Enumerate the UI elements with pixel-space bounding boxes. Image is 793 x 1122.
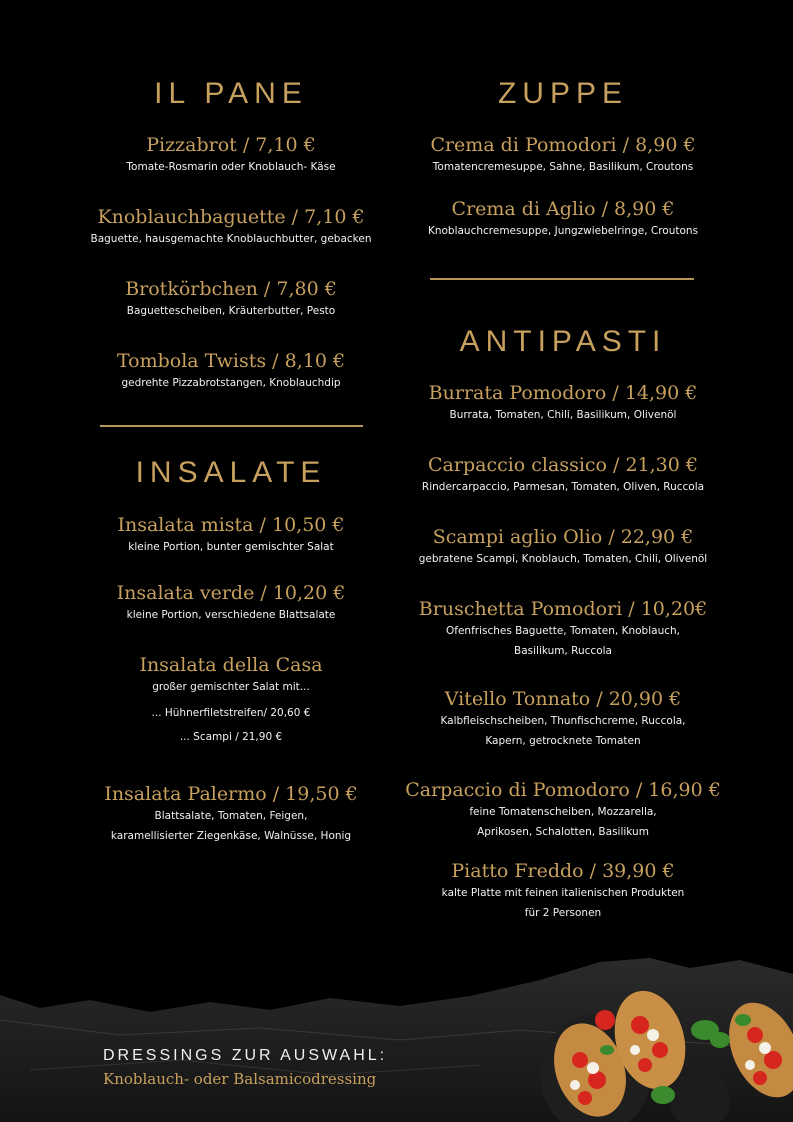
menu-item <box>64 782 398 846</box>
item-description: Baguette, hausgemachte Knoblauchbutter, gebacken <box>90 233 372 245</box>
menu-item <box>398 687 728 751</box>
item-name: Brotkörbchen / 7,80 € <box>125 278 337 300</box>
item-description: großer gemischter Salat mit... <box>152 681 310 693</box>
item-name: Insalata della Casa <box>139 654 323 676</box>
item-description: Burrata, Tomaten, Chili, Basilikum, Olivenöl <box>449 409 677 421</box>
dressings-heading: DRESSINGS ZUR AUSWAHL: <box>103 1047 388 1064</box>
section-title-il-pane: IL PANE <box>154 77 308 110</box>
item-description-line2: karamellisierter Ziegenkäse, Walnüsse, Honig <box>110 830 352 842</box>
section-title-zuppe: ZUPPE <box>497 77 629 110</box>
item-name: Insalata Palermo / 19,50 € <box>104 783 358 805</box>
item-name: Bruschetta Pomodori / 10,20€ <box>418 598 708 620</box>
item-description: kleine Portion, verschiedene Blattsalate <box>126 609 336 621</box>
item-name: Vitello Tonnato / 20,90 € <box>444 688 682 710</box>
menu-item <box>64 653 398 747</box>
menu-item <box>398 778 728 842</box>
menu-item <box>64 513 398 557</box>
item-name: Piatto Freddo / 39,90 € <box>451 860 675 882</box>
section-divider <box>430 278 694 280</box>
item-option: ... Scampi / 21,90 € <box>179 731 283 743</box>
section-divider <box>100 425 363 427</box>
item-description-line2: Aprikosen, Schalotten, Basilikum <box>477 826 649 838</box>
item-option: ... Hühnerfiletstreifen/ 20,60 € <box>151 707 311 719</box>
item-description: kleine Portion, bunter gemischter Salat <box>128 541 334 553</box>
menu-item <box>64 133 398 177</box>
item-name: Tombola Twists / 8,10 € <box>116 350 346 372</box>
item-name: Pizzabrot / 7,10 € <box>146 134 316 156</box>
menu-item <box>64 205 398 249</box>
item-name: Insalata mista / 10,50 € <box>117 514 345 536</box>
item-name: Crema di Pomodori / 8,90 € <box>430 134 696 156</box>
menu-item <box>398 381 728 425</box>
item-description: feine Tomatenscheiben, Mozzarella, <box>469 806 657 818</box>
item-name: Carpaccio classico / 21,30 € <box>428 454 698 476</box>
item-description: Blattsalate, Tomaten, Feigen, <box>154 810 308 822</box>
item-name: Burrata Pomodoro / 14,90 € <box>428 382 698 404</box>
menu-item <box>398 597 728 661</box>
menu-item <box>398 453 728 497</box>
item-description: Kalbfleischscheiben, Thunfischcreme, Ruccola, <box>440 715 686 727</box>
dressings-options: Knoblauch- oder Balsamicodressing <box>103 1070 377 1088</box>
bruschetta-image <box>535 980 793 1122</box>
item-description: gebratene Scampi, Knoblauch, Tomaten, Chili, Olivenöl <box>418 553 708 565</box>
item-description: Baguettescheiben, Kräuterbutter, Pesto <box>126 305 336 317</box>
menu-item <box>64 349 398 393</box>
item-name: Knoblauchbaguette / 7,10 € <box>97 206 365 228</box>
item-name: Scampi aglio Olio / 22,90 € <box>432 526 694 548</box>
menu-item <box>64 277 398 321</box>
item-description-line2: Basilikum, Ruccola <box>514 645 612 657</box>
menu-item <box>398 133 728 177</box>
item-description: kalte Platte mit feinen italienischen Produkten <box>441 887 685 899</box>
item-description: Knoblauchcremesuppe, Jungzwiebelringe, Croutons <box>427 225 699 237</box>
menu-item <box>398 525 728 569</box>
item-description: Ofenfrisches Baguette, Tomaten, Knoblauch, <box>446 625 680 637</box>
item-description: Tomate-Rosmarin oder Knoblauch- Käse <box>126 161 336 173</box>
item-name: Insalata verde / 10,20 € <box>116 582 346 604</box>
menu-item <box>398 197 728 241</box>
item-name: Crema di Aglio / 8,90 € <box>451 198 675 220</box>
item-description: Rindercarpaccio, Parmesan, Tomaten, Oliven, Ruccola <box>421 481 705 493</box>
section-title-antipasti: ANTIPASTI <box>459 325 667 358</box>
item-name: Carpaccio di Pomodoro / 16,90 € <box>405 779 721 801</box>
menu-item <box>64 581 398 625</box>
section-title-insalate: INSALATE <box>135 456 327 489</box>
item-description-line2: Kapern, getrocknete Tomaten <box>485 735 641 747</box>
item-description-line2: für 2 Personen <box>524 907 602 919</box>
item-description: Tomatencremesuppe, Sahne, Basilikum, Croutons <box>432 161 694 173</box>
item-description: gedrehte Pizzabrotstangen, Knoblauchdip <box>121 377 341 389</box>
menu-item <box>398 859 728 923</box>
